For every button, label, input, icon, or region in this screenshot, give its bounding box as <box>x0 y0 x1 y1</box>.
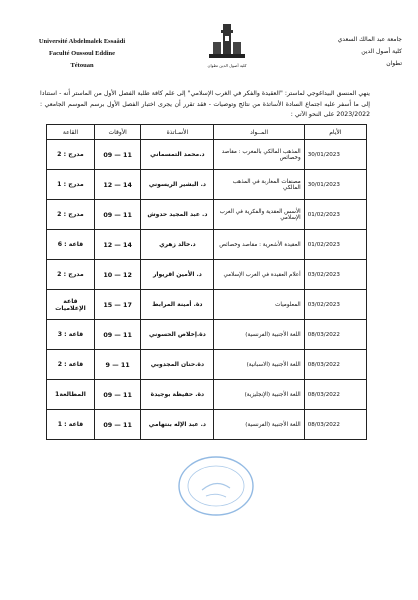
table-row <box>47 230 367 260</box>
cell-time: 12 — 14 <box>94 230 141 260</box>
table-row <box>47 320 367 350</box>
table-row <box>47 170 367 200</box>
cell-day: 03/02/2023 <box>304 260 366 290</box>
cell-room: قاعة : 6 <box>47 230 95 260</box>
table-row <box>47 290 367 320</box>
cell-professor: دة. حفيظة بوجيدة <box>141 380 214 410</box>
header-left-line-3: Tétouan <box>70 62 94 69</box>
table-row <box>47 200 367 230</box>
cell-time: 09 — 11 <box>94 320 141 350</box>
cell-professor: دة. أمينة المرابط <box>141 290 214 320</box>
cell-room: قاعة : 3 <box>47 320 95 350</box>
cell-subject: اللغة الأجنبية (الاسبانية) <box>214 350 304 380</box>
cell-subject: اللغة الأجنبية (الفرنسية) <box>214 320 304 350</box>
cell-subject: اللغة الأجنبية (الفرنسية) <box>214 410 304 440</box>
header-right-line-1: جامعة عبد المالك السعدي <box>337 36 402 43</box>
intro-paragraph: ينهي المنسق البيداغوجي لماستر: "العقيدة والفكر في الغرب الإسلامي" إلى علم كافة طلبة الفصل الأول من الماستر أنه - استنادا إلى ما أسفر عليه اجتماع السادة الأساتذة من نتائج وتوصيات - فقد تقرر أن يجرى اختبار الفصل الأول برسم الموسم الجامعي : 2023/2022 على النحو الآتي : <box>40 90 370 118</box>
cell-subject: اللغة الأجنبية (الإنجليزية) <box>214 380 304 410</box>
cell-professor: دة.إخلاص الحسوني <box>141 320 214 350</box>
cell-subject: أعلام العقيدة في الغرب الإسلامي <box>214 260 304 290</box>
cell-time: 09 — 11 <box>94 380 141 410</box>
header-day: الأيام <box>304 125 366 140</box>
header-time: الأوقات <box>94 125 141 140</box>
cell-time: 10 — 12 <box>94 260 141 290</box>
cell-time: 09 — 11 <box>94 410 141 440</box>
cell-professor: د. عبد المجيد حدوش <box>141 200 214 230</box>
cell-subject: المعلوميات <box>214 290 304 320</box>
cell-day: 01/02/2023 <box>304 230 366 260</box>
cell-subject: مصنفات المغاربة في المذهب المالكي <box>214 170 304 200</box>
header-subject: المــواد <box>214 125 304 140</box>
table-header-row <box>47 125 367 140</box>
cell-time: 12 — 14 <box>94 170 141 200</box>
cell-room: مدرج : 2 <box>47 260 95 290</box>
cell-time: 09 — 11 <box>94 140 141 170</box>
cell-room: المطالعة1 <box>47 380 95 410</box>
cell-day: 03/02/2023 <box>304 290 366 320</box>
cell-room: قاعة : 1 <box>47 410 95 440</box>
cell-professor: د.خالد زهري <box>141 230 214 260</box>
cell-professor: د. الأمين اقريوار <box>141 260 214 290</box>
header-professor: الأسـاتذة <box>141 125 214 140</box>
cell-day: 08/03/2022 <box>304 410 366 440</box>
cell-time: 09 — 11 <box>94 200 141 230</box>
cell-professor: د. عبد الإله بنتهامي <box>141 410 214 440</box>
table-row <box>47 140 367 170</box>
cell-room: مدرج : 2 <box>47 200 95 230</box>
header-right-line-2: كلية أصول الدين <box>361 48 402 55</box>
cell-professor: د.محمد التمسماني <box>141 140 214 170</box>
cell-day: 01/02/2023 <box>304 200 366 230</box>
table-row <box>47 410 367 440</box>
cell-day: 08/03/2022 <box>304 380 366 410</box>
cell-professor: د. البشير الريسوني <box>141 170 214 200</box>
table-row <box>47 350 367 380</box>
table-row <box>47 380 367 410</box>
cell-subject: الأسس العقدية والفكرية في الغرب الإسلامي <box>214 200 304 230</box>
cell-subject: المذهب المالكي بالمغرب : مقاصد وخصائص <box>214 140 304 170</box>
university-name-french <box>12 36 152 72</box>
cell-day: 08/03/2022 <box>304 350 366 380</box>
cell-room: قاعة الإعلاميات <box>47 290 95 320</box>
header-left-line-2: Faculté Oussoul Eddine <box>48 50 116 57</box>
cell-room: مدرج : 2 <box>47 140 95 170</box>
header-room: القاعة <box>47 125 95 140</box>
cell-subject: العقيدة الأشعرية : مقاصد وخصائص <box>214 230 304 260</box>
faculty-logo-icon <box>205 22 249 72</box>
university-name-arabic <box>292 34 402 70</box>
cell-day: 08/03/2022 <box>304 320 366 350</box>
cell-time: 15 — 17 <box>94 290 141 320</box>
exam-schedule-table <box>46 124 367 440</box>
cell-day: 30/01/2023 <box>304 170 366 200</box>
logo-caption: كلية أصول الدين تطوان <box>207 63 247 68</box>
official-stamp-icon <box>176 454 256 518</box>
cell-room: قاعة : 2 <box>47 350 95 380</box>
header-right-line-3: تطوان <box>386 60 402 67</box>
cell-day: 30/01/2023 <box>304 140 366 170</box>
cell-professor: دة.حنان المجدوبي <box>141 350 214 380</box>
header-left-line-1: Université Abdelmalek Essaâdi <box>38 38 126 45</box>
table-row <box>47 260 367 290</box>
cell-room: مدرج : 1 <box>47 170 95 200</box>
cell-time: 9 — 11 <box>94 350 141 380</box>
